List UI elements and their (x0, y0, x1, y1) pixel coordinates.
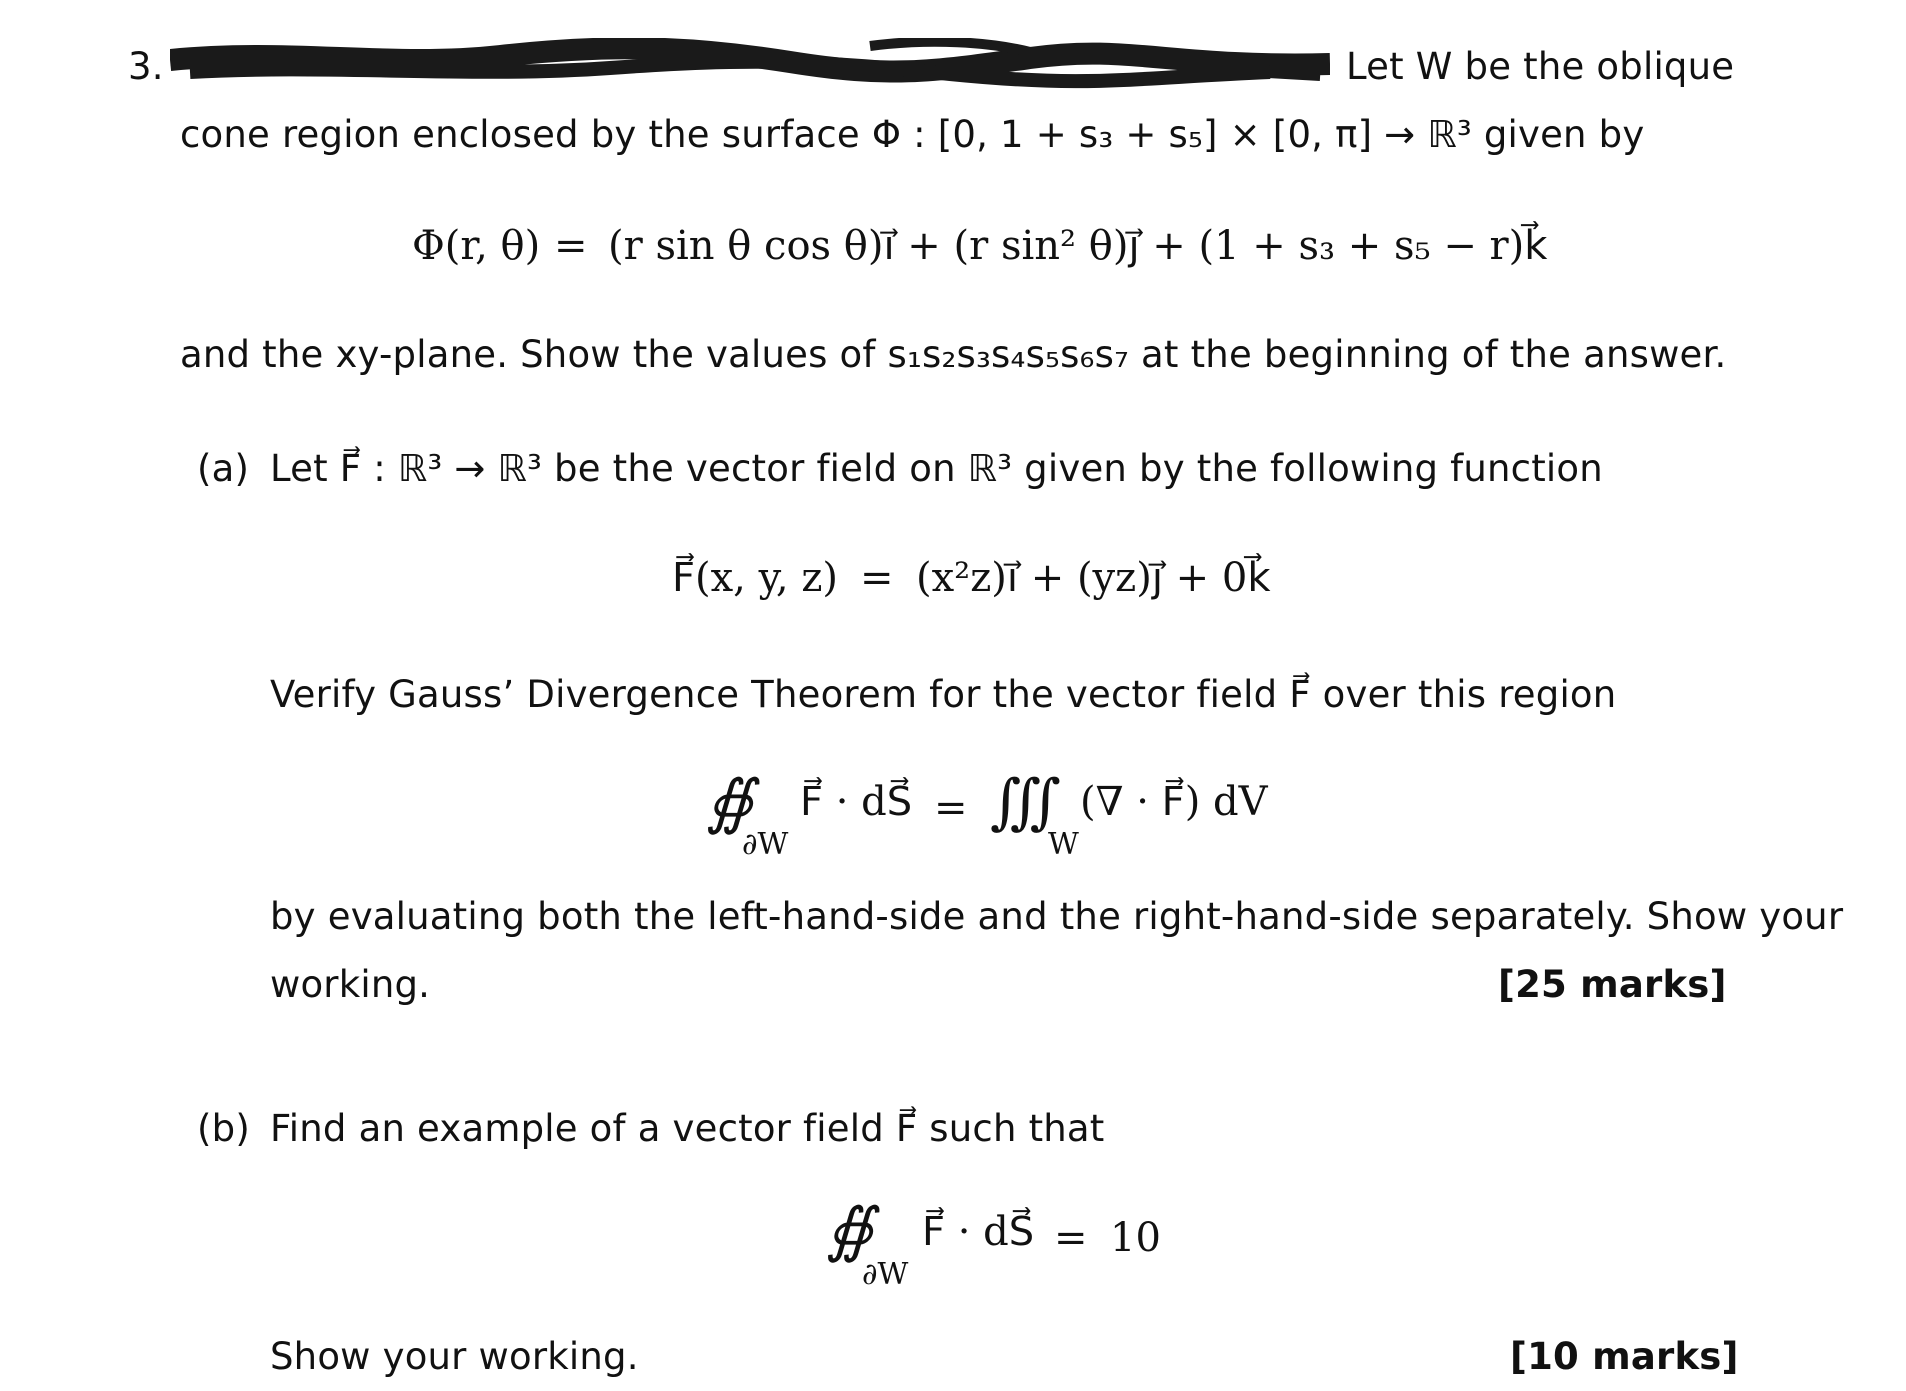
surface-integral-sign: ∯ (706, 767, 754, 837)
part-b-integrand: F⃗ · dS⃗ (922, 1209, 1035, 1255)
part-b-equals: = (1054, 1215, 1088, 1261)
part-b-marks: [10 marks] (1510, 1335, 1739, 1378)
field-lhs: F⃗(x, y, z) (672, 555, 838, 601)
phi-rhs: (r sin θ cos θ)i⃗ + (r sin² θ)j⃗ + (1 + s₃ + s₅ − r)k⃗ (608, 223, 1548, 269)
part-b-show-working: Show your working. (270, 1335, 639, 1378)
part-a-intro: Let F⃗ : ℝ³ → ℝ³ be the vector field on ℝ³ given by the following function (270, 447, 1603, 490)
volume-integral-sign: ∭ (990, 767, 1061, 837)
theorem-equals: = (934, 785, 968, 831)
part-a-verify: Verify Gauss’ Divergence Theorem for the vector field F⃗ over this region (270, 673, 1617, 716)
phi-equals: = (554, 223, 588, 269)
field-rhs: (x²z)i⃗ + (yz)j⃗ + 0k⃗ (916, 555, 1271, 601)
question-line-3: and the xy-plane. Show the values of s₁s₂s₃s₄s₅s₆s₇ at the beginning of the answer. (180, 333, 1727, 376)
part-a-marks: [25 marks] (1498, 963, 1727, 1006)
surface-integral-subscript: ∂W (742, 827, 789, 862)
volume-integrand: (∇ · F⃗) dV (1080, 779, 1268, 825)
part-b-integral-subscript: ∂W (862, 1257, 909, 1292)
part-a-evaluate-line-1: by evaluating both the left-hand-side and the right-hand-side separately. Show your (270, 895, 1844, 938)
part-a-label: (a) (197, 447, 250, 490)
volume-integral-subscript: W (1048, 827, 1079, 862)
part-a-evaluate-line-2: working. (270, 963, 431, 1006)
part-b-intro: Find an example of a vector field F⃗ such that (270, 1107, 1105, 1150)
part-b-value: 10 (1110, 1215, 1161, 1261)
part-b-label: (b) (197, 1107, 250, 1150)
question-intro-tail: Let W be the oblique (1346, 45, 1735, 88)
part-b-integral-sign: ∯ (826, 1195, 874, 1265)
question-number: 3. (128, 45, 164, 88)
question-line-2: cone region enclosed by the surface Φ : [0, 1 + s₃ + s₅] × [0, π] → ℝ³ given by (180, 113, 1645, 156)
redaction-scribble (170, 38, 1330, 98)
phi-lhs: Φ(r, θ) (412, 223, 541, 269)
field-equals: = (860, 555, 894, 601)
surface-integrand: F⃗ · dS⃗ (800, 779, 913, 825)
